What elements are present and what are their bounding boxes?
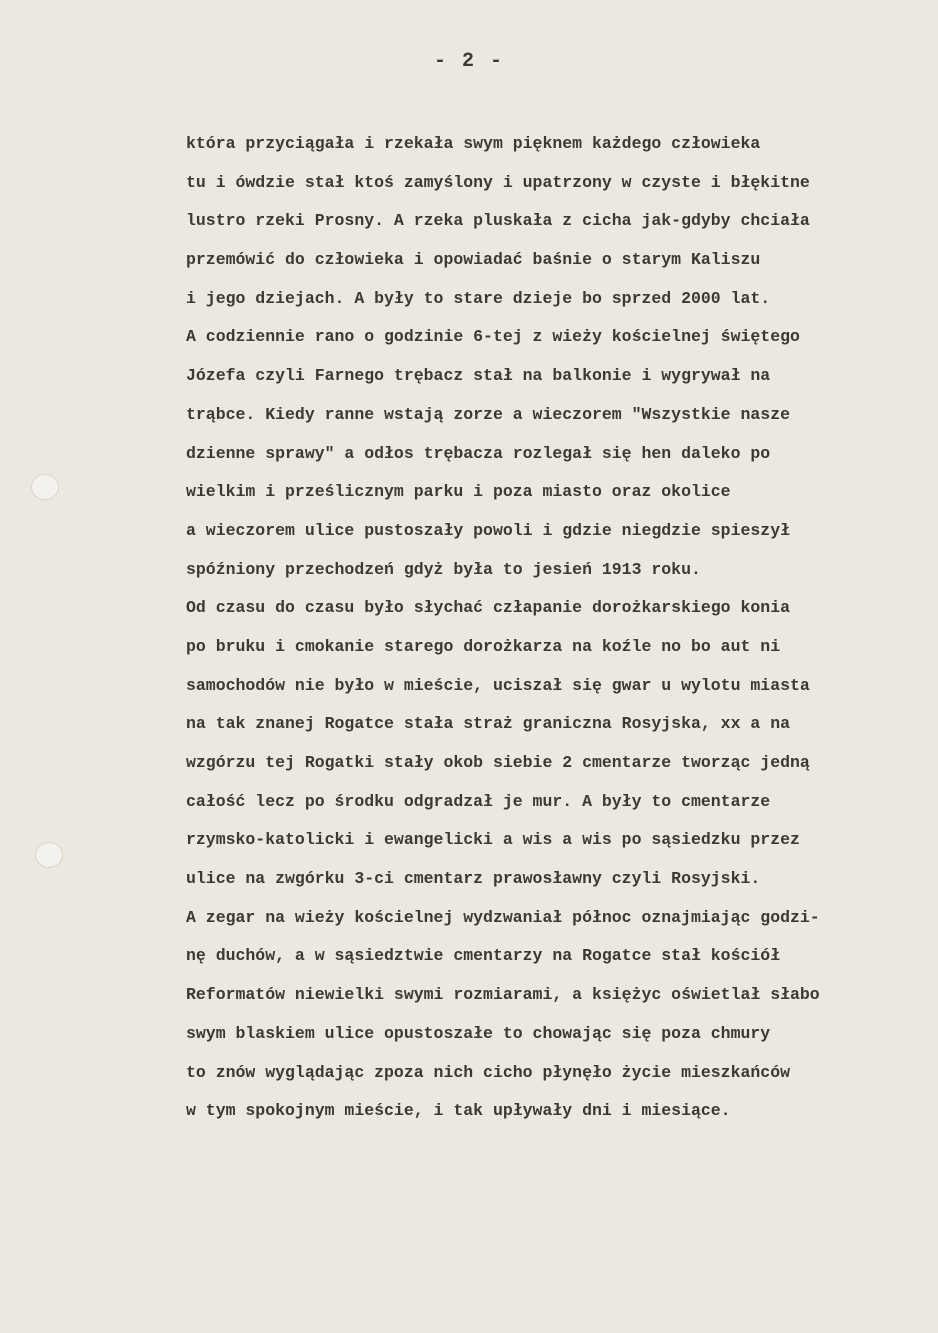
text-line: dzienne sprawy" a odłos trębacza rozlegał się hen daleko po bbox=[186, 443, 771, 463]
punch-hole bbox=[31, 474, 59, 500]
text-line: przemówić do człowieka i opowiadać baśnie o starym Kaliszu bbox=[186, 250, 761, 270]
text-line: nę duchów, a w sąsiedztwie cmentarzy na Rogatce stał kościół bbox=[186, 946, 781, 966]
text-line: to znów wyglądając zpoza nich cicho płynęło życie mieszkańców bbox=[186, 1062, 790, 1082]
text-line: trąbce. Kiedy ranne wstają zorze a wieczorem "Wszystkie nasze bbox=[186, 404, 790, 424]
text-line: lustro rzeki Prosny. A rzeka pluskała z cicha jak-gdyby chciała bbox=[186, 211, 810, 231]
page-number: - 2 - bbox=[433, 50, 504, 73]
text-line: rzymsko-katolicki i ewangelicki a wis a wis po sąsiedzku przez bbox=[186, 830, 800, 850]
text-line: samochodów nie było w mieście, uciszał się gwar u wylotu miasta bbox=[186, 675, 810, 695]
text-line: po bruku i cmokanie starego dorożkarza na koźle no bo aut ni bbox=[186, 636, 781, 656]
text-line: a wieczorem ulice pustoszały powoli i gdzie niegdzie spieszył bbox=[186, 520, 790, 540]
text-line: A zegar na wieży kościelnej wydzwaniał północ oznajmiając godzi- bbox=[186, 907, 820, 927]
text-line: w tym spokojnym mieście, i tak upływały dni i miesiące. bbox=[186, 1101, 731, 1121]
punch-hole bbox=[35, 842, 63, 868]
text-line: swym blaskiem ulice opustoszałe to chowając się poza chmury bbox=[186, 1023, 771, 1043]
text-line: i jego dziejach. A były to stare dzieje bo sprzed 2000 lat. bbox=[186, 288, 771, 308]
text-line: która przyciągała i rzekała swym pięknem każdego człowieka bbox=[186, 134, 761, 153]
text-line: wzgórzu tej Rogatki stały okob siebie 2 cmentarze tworząc jedną bbox=[186, 753, 810, 772]
text-line: Józefa czyli Farnego trębacz stał na balkonie i wygrywał na bbox=[186, 366, 771, 386]
text-line: Od czasu do czasu było słychać człapanie dorożkarskiego konia bbox=[186, 598, 790, 618]
text-line: całość lecz po środku odgradzał je mur. A były to cmentarze bbox=[186, 791, 771, 811]
text-line: spóźniony przechodzeń gdyż była to jesień 1913 roku. bbox=[186, 559, 701, 579]
text-line: Reformatów niewielki swymi rozmiarami, a księżyc oświetlał słabo bbox=[186, 985, 820, 1005]
text-line: ulice na zwgórku 3-ci cmentarz prawosławny czyli Rosyjski. bbox=[186, 869, 761, 889]
text-line: tu i ówdzie stał ktoś zamyślony i upatrzony w czyste i błękitne bbox=[186, 172, 810, 192]
text-line: A codziennie rano o godzinie 6-tej z wieży kościelnej świętego bbox=[186, 327, 800, 347]
text-line: wielkim i prześlicznym parku i poza miasto oraz okolice bbox=[186, 482, 731, 502]
typed-body-text bbox=[186, 131, 926, 1137]
text-line: na tak znanej Rogatce stała straż graniczna Rosyjska, xx a na bbox=[186, 714, 790, 734]
